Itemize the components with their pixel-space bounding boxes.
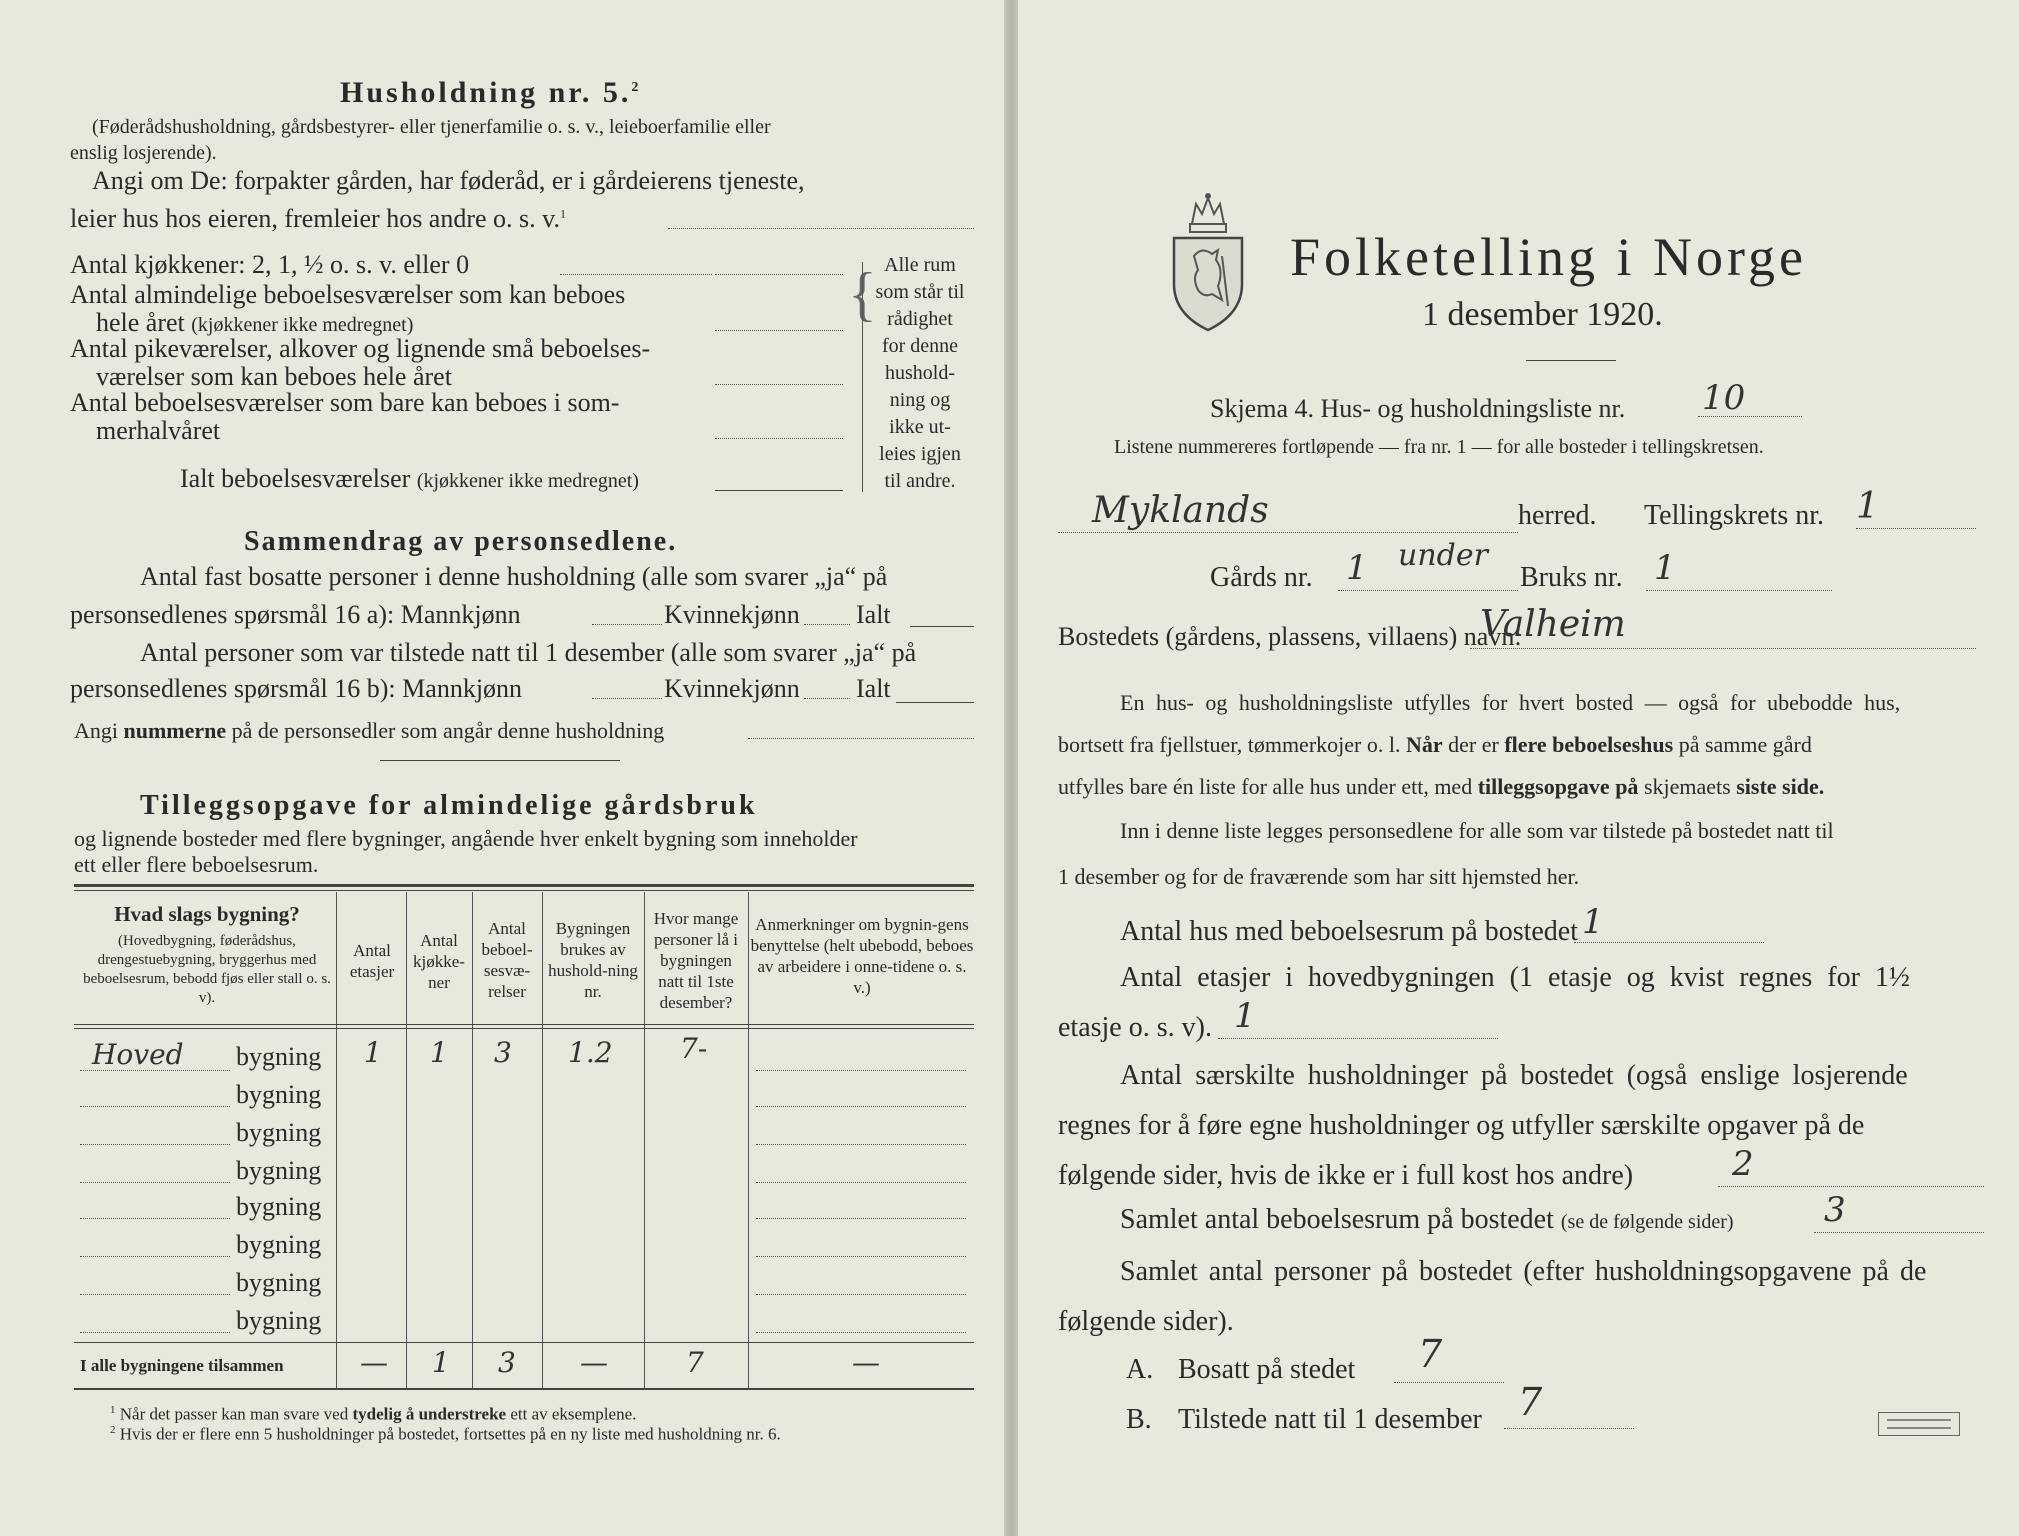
rooms-maid-2: værelser som kan beboes hele året bbox=[96, 362, 452, 391]
tillegg-title: Tilleggsopgave for almindelige gårdsbruk bbox=[140, 790, 758, 821]
tillegg-sub-2: ett eller flere beboelsesrum. bbox=[74, 852, 319, 877]
row1-name: Hoved bbox=[92, 1038, 184, 1071]
row-anm-line bbox=[756, 1106, 966, 1107]
side-note-line: til andre. bbox=[884, 470, 956, 492]
col-head-kjokken: Antal kjøkke-ner bbox=[413, 931, 465, 992]
rooms-ordinary-2: hele året (kjøkkener ikke medregnet) bbox=[96, 308, 414, 337]
census-title: Folketelling i Norge bbox=[1290, 227, 1807, 287]
row1-etasjer: 1 bbox=[364, 1036, 382, 1069]
gards-value: 1 bbox=[1346, 548, 1368, 588]
side-note-line: hushold- bbox=[885, 362, 955, 384]
side-note-line: rådighet bbox=[887, 308, 953, 330]
q2-line-2: etasje o. s. v). bbox=[1058, 1012, 1212, 1043]
table-bottom-rule bbox=[74, 1388, 974, 1390]
skjema-number-line bbox=[1698, 416, 1802, 417]
bruks-line bbox=[1646, 590, 1832, 591]
listene-note: Listene nummereres fortløpende — fra nr. 1 — for alle bosteder i tellingskretsen. bbox=[1114, 436, 1764, 458]
row-label: bygning bbox=[236, 1118, 322, 1147]
row-label: bygning bbox=[236, 1156, 322, 1185]
info1-line-1: En hus- og husholdningsliste utfylles for hvert bosted — også for ubebodde hus, bbox=[1120, 690, 1901, 715]
row-name-line bbox=[80, 1070, 230, 1071]
q1-value: 1 bbox=[1582, 902, 1604, 942]
col-head-personer: Hvor mange personer lå i bygningen natt til 1ste desember? bbox=[653, 909, 739, 1012]
side-note-line: leies igjen bbox=[879, 443, 961, 465]
p2-kvinne-line bbox=[804, 698, 850, 699]
side-note-line: Alle rum bbox=[884, 254, 956, 276]
q2-value: 1 bbox=[1234, 996, 1256, 1036]
total-label: I alle bygningene tilsammen bbox=[80, 1356, 284, 1375]
row-name-line bbox=[80, 1218, 230, 1219]
household-title: Husholdning nr. 5.$^2$ bbox=[340, 76, 642, 109]
q2-line bbox=[1218, 1038, 1498, 1039]
herred-label: herred. bbox=[1518, 500, 1597, 531]
row-anm-line bbox=[756, 1182, 966, 1183]
row-label: bygning bbox=[236, 1268, 322, 1297]
p1-mann-line bbox=[592, 624, 662, 625]
col-head-building: Hvad slags bygning? bbox=[114, 902, 300, 926]
tellingskrets-value: 1 bbox=[1856, 486, 1879, 527]
skjema-label: Skjema 4. Hus- og husholdningsliste nr. bbox=[1210, 394, 1626, 423]
summary-title: Sammendrag av personsedlene. bbox=[244, 526, 678, 557]
b-text: Tilstede natt til 1 desember bbox=[1178, 1404, 1482, 1435]
summary-p2-ialt: Ialt bbox=[856, 674, 891, 703]
p1-ialt-line bbox=[910, 626, 974, 627]
col-head-building-sub: (Hovedbygning, føderådshus, drengestuebygning, bryggerhus med beboelsesrum, bebodd fjøs eller stall o. s. v). bbox=[83, 933, 331, 1006]
q3-line-3: følgende sider, hvis de ikke er i full kost hos andre) bbox=[1058, 1160, 1634, 1191]
info1-line-2: bortsett fra fjellstuer, tømmerkojer o. l. Når der er flere beboelseshus på samme gård bbox=[1058, 732, 1812, 757]
row-label: bygning bbox=[236, 1042, 322, 1071]
row-anm-line bbox=[756, 1332, 966, 1333]
gards-label: Gårds nr. bbox=[1210, 562, 1313, 593]
rooms-ordinary-1: Antal almindelige beboelsesværelser som kan beboes bbox=[70, 280, 626, 309]
side-note-line: ikke ut- bbox=[889, 416, 951, 438]
a-line bbox=[1394, 1382, 1504, 1383]
table-col-divider bbox=[644, 892, 645, 1388]
row-name-line bbox=[80, 1182, 230, 1183]
p1-kvinne-line bbox=[804, 624, 850, 625]
side-note-line: ning og bbox=[889, 389, 951, 411]
row-label: bygning bbox=[236, 1080, 322, 1109]
skjema-number: 10 bbox=[1702, 378, 1746, 418]
rooms-summer-1: Antal beboelsesværelser som bare kan beboes i som- bbox=[70, 388, 620, 417]
census-date: 1 desember 1920. bbox=[1422, 296, 1663, 333]
col-head-etasjer: Antal etasjer bbox=[349, 941, 395, 981]
q4-line bbox=[1814, 1232, 1984, 1233]
table-col-divider bbox=[336, 892, 337, 1388]
rooms-kitchens: Antal kjøkkener: 2, 1, ½ o. s. v. eller 0 bbox=[70, 250, 470, 279]
total-personer: 7 bbox=[686, 1346, 704, 1379]
gards-line bbox=[1338, 590, 1518, 591]
a-value: 7 bbox=[1418, 1332, 1443, 1376]
row1-kjokken: 1 bbox=[430, 1036, 448, 1069]
gards-under: under bbox=[1398, 538, 1488, 573]
q1-line bbox=[1574, 942, 1764, 943]
summary-p1-kvinne: Kvinnekjønn bbox=[664, 600, 800, 629]
b-value: 7 bbox=[1518, 1380, 1543, 1424]
brace-icon: { bbox=[848, 261, 877, 327]
table-col-divider bbox=[748, 892, 749, 1388]
total-etasjer: — bbox=[360, 1346, 388, 1379]
bosted-label: Bostedets (gårdens, plassens, villaens) navn: bbox=[1058, 622, 1522, 651]
tellingskrets-line bbox=[1856, 528, 1976, 529]
b-label: B. bbox=[1126, 1404, 1152, 1435]
table-col-divider bbox=[542, 892, 543, 1388]
row-name-line bbox=[80, 1144, 230, 1145]
q2-line-1: Antal etasjer i hovedbygningen (1 etasje og kvist regnes for 1½ bbox=[1120, 962, 1910, 993]
rooms-summer-2: merhalvåret bbox=[96, 416, 221, 445]
answer-line-summer bbox=[715, 438, 843, 439]
row-anm-line bbox=[756, 1294, 966, 1295]
q3-line-2: regnes for å føre egne husholdninger og utfyller særskilte opgaver på de bbox=[1058, 1110, 1865, 1141]
angi-line-1: Angi om De: forpakter gården, har føderåd, er i gårdeierens tjeneste, bbox=[92, 166, 805, 195]
answer-line-kitchens-2 bbox=[715, 274, 843, 275]
col-head-rum: Antal beboel-sesvæ-relser bbox=[481, 919, 533, 1001]
answer-line-total bbox=[715, 490, 843, 491]
q5-line-2: følgende sider). bbox=[1058, 1306, 1234, 1337]
summary-p2-kvinne: Kvinnekjønn bbox=[664, 674, 800, 703]
tillegg-sub-1: og lignende bosteder med flere bygninger, angående hver enkelt bygning som inneholder bbox=[74, 826, 858, 851]
rooms-total: Ialt beboelsesværelser (kjøkkener ikke medregnet) bbox=[180, 464, 639, 493]
row-label: bygning bbox=[236, 1306, 322, 1335]
row1-personer: 7- bbox=[680, 1032, 708, 1065]
rooms-divider bbox=[862, 262, 863, 492]
total-hush: — bbox=[580, 1346, 608, 1379]
col-head-anm: Anmerkninger om bygnin-gens benyttelse (helt ubebodd, beboes av arbeidere i onne-tidene o. s. v.) bbox=[750, 915, 974, 997]
q4-value: 3 bbox=[1824, 1190, 1846, 1230]
row-anm-line bbox=[756, 1144, 966, 1145]
summary-p2-line-2: personsedlenes spørsmål 16 b): Mannkjønn bbox=[70, 674, 523, 703]
row-name-line bbox=[80, 1106, 230, 1107]
row-name-line bbox=[80, 1256, 230, 1257]
q5-line-1: Samlet antal personer på bostedet (efter husholdningsopgavene på de bbox=[1120, 1256, 1927, 1287]
table-header-rule bbox=[74, 1024, 974, 1025]
p2-ialt-line bbox=[896, 702, 974, 703]
p2-mann-line bbox=[592, 698, 662, 699]
coat-of-arms-icon bbox=[1168, 190, 1248, 334]
bruks-label: Bruks nr. bbox=[1520, 562, 1623, 593]
q3-line-1: Antal særskilte husholdninger på bostedet (også enslige losjerende bbox=[1120, 1060, 1908, 1091]
table-top-rule-2 bbox=[74, 890, 974, 891]
table-col-divider bbox=[406, 892, 407, 1388]
row1-hush: 1.2 bbox=[568, 1036, 613, 1069]
herred-value: Myklands bbox=[1092, 490, 1269, 531]
footnote-1: $^1$ Når det passer kan man svare ved tydelig å understreke ett av eksemplene. bbox=[110, 1404, 637, 1424]
table-col-divider bbox=[472, 892, 473, 1388]
rooms-maid-1: Antal pikeværelser, alkover og lignende små beboelses- bbox=[70, 334, 651, 363]
info2-line-1: Inn i denne liste legges personsedlene for alle som var tilstede på bostedet natt til bbox=[1120, 818, 1834, 843]
row-anm-line bbox=[756, 1218, 966, 1219]
row-label: bygning bbox=[236, 1230, 322, 1259]
total-anm: — bbox=[852, 1346, 880, 1379]
right-page bbox=[1018, 0, 2019, 1536]
side-note-line: som står til bbox=[875, 281, 965, 303]
summary-p2-line-1: Antal personer som var tilstede natt til 1 desember (alle som svarer „ja“ på bbox=[140, 638, 917, 667]
row1-rum: 3 bbox=[494, 1036, 512, 1069]
bosted-value: Valheim bbox=[1480, 604, 1626, 645]
angi-nummer-line bbox=[748, 738, 974, 739]
row-anm-line bbox=[756, 1070, 966, 1071]
q3-line bbox=[1718, 1186, 1984, 1187]
a-text: Bosatt på stedet bbox=[1178, 1354, 1356, 1385]
row-label: bygning bbox=[236, 1192, 322, 1221]
table-total-rule bbox=[74, 1342, 974, 1343]
title-divider bbox=[1526, 360, 1616, 361]
answer-line-kitchens bbox=[560, 274, 712, 275]
a-label: A. bbox=[1126, 1354, 1154, 1385]
col-head-hush: Bygningen brukes av hushold-ning nr. bbox=[548, 919, 638, 1001]
table-header-rule-2 bbox=[74, 1028, 974, 1029]
side-note-line: for denne bbox=[881, 335, 959, 357]
rooms-side-note bbox=[872, 252, 968, 495]
summary-p1-line-2: personsedlenes spørsmål 16 a): Mannkjønn bbox=[70, 600, 521, 629]
bruks-value: 1 bbox=[1654, 548, 1676, 588]
q4-label: Samlet antal beboelsesrum på bostedet (se de følgende sider) bbox=[1120, 1204, 1734, 1235]
summary-angi: Angi nummerne på de personsedler som angår denne husholdning bbox=[74, 718, 665, 743]
intro-line-2: enslig losjerende). bbox=[70, 142, 217, 164]
q1-label: Antal hus med beboelsesrum på bostedet bbox=[1120, 916, 1579, 947]
footnote-2: $^2$ Hvis der er flere enn 5 husholdninger på bostedet, fortsettes på en ny liste med husholdning nr. 6. bbox=[110, 1424, 781, 1444]
answer-line-ordinary bbox=[715, 330, 843, 331]
printer-stamp-icon bbox=[1878, 1412, 1960, 1436]
answer-line-maid bbox=[715, 384, 843, 385]
tellingskrets-label: Tellingskrets nr. bbox=[1644, 500, 1825, 531]
b-line bbox=[1504, 1428, 1634, 1429]
info1-line-3: utfylles bare én liste for alle hus under ett, med tilleggsopgave på skjemaets siste side. bbox=[1058, 774, 1825, 799]
summary-divider bbox=[380, 760, 620, 761]
bosted-line bbox=[1470, 648, 1976, 649]
row-name-line bbox=[80, 1332, 230, 1333]
summary-p1-line-1: Antal fast bosatte personer i denne husholdning (alle som svarer „ja“ på bbox=[140, 562, 888, 591]
info2-line-2: 1 desember og for de fraværende som har sitt hjemsted her. bbox=[1058, 864, 1580, 889]
row-anm-line bbox=[756, 1256, 966, 1257]
herred-line bbox=[1058, 532, 1518, 533]
angi-answer-line bbox=[668, 228, 974, 229]
total-rum: 3 bbox=[498, 1346, 516, 1379]
table-top-rule bbox=[74, 884, 974, 887]
row-name-line bbox=[80, 1294, 230, 1295]
intro-line-1: (Føderådshusholdning, gårdsbestyrer- eller tjenerfamilie o. s. v., leieboerfamilie eller bbox=[92, 116, 771, 138]
total-kjokken: 1 bbox=[432, 1346, 450, 1379]
angi-line-2: leier hus hos eieren, fremleier hos andre o. s. v.$^1$ bbox=[70, 204, 566, 233]
summary-p1-ialt: Ialt bbox=[856, 600, 891, 629]
q3-value: 2 bbox=[1732, 1144, 1754, 1184]
